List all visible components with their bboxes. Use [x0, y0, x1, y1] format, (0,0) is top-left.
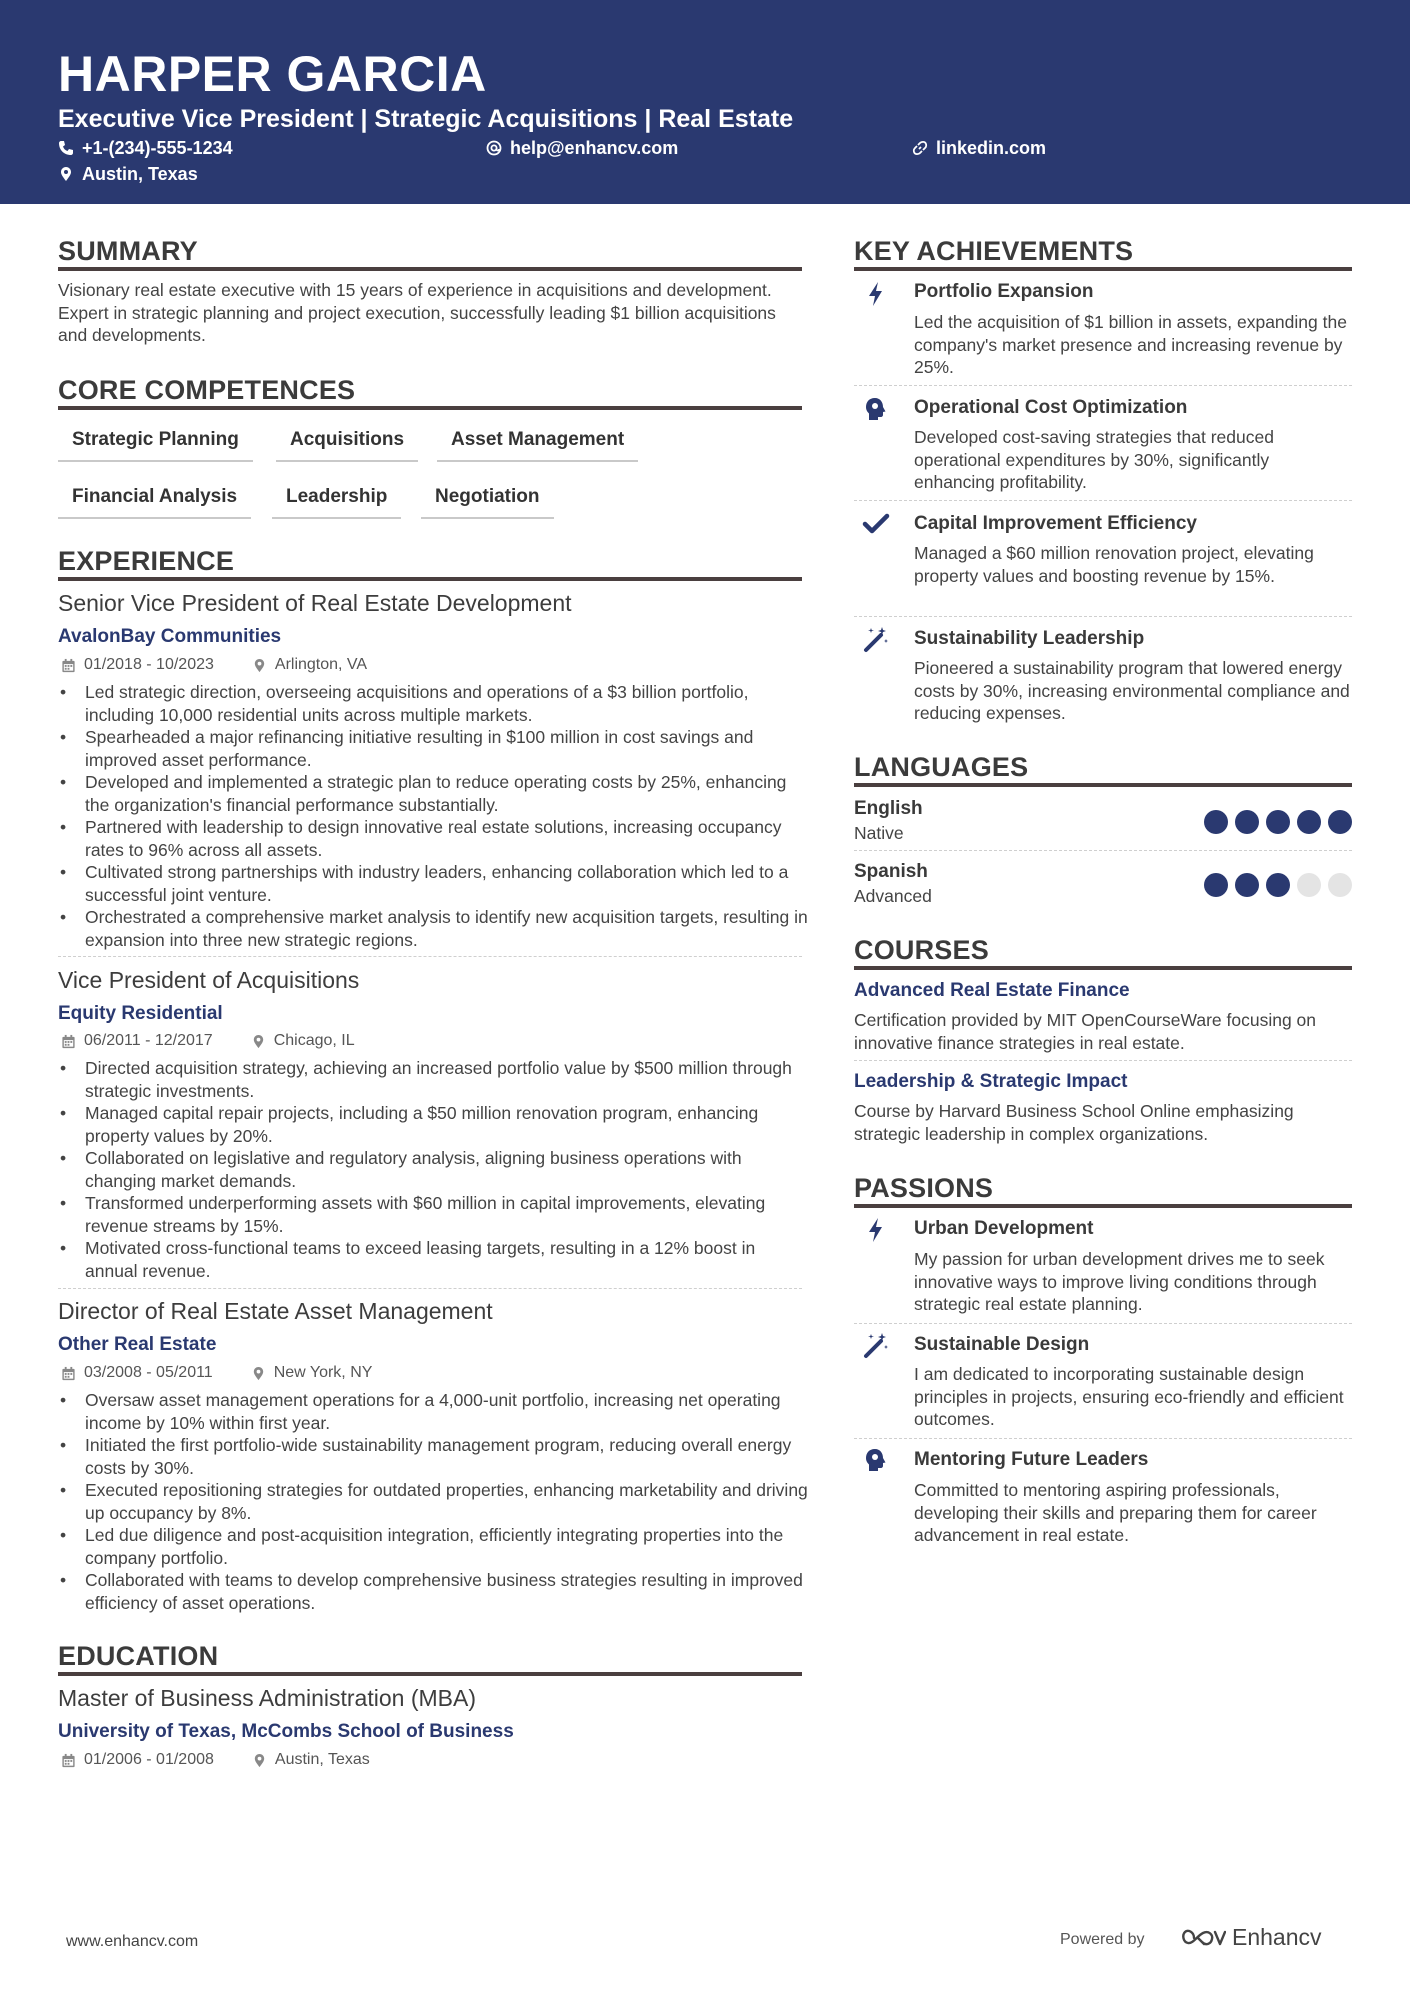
job-meta — [61, 1031, 355, 1051]
brand-name: Enhancv — [1232, 1924, 1322, 1950]
job-location: Arlington, VA — [274, 656, 368, 673]
bullet-item: • Motivated cross-functional teams to exceed leasing targets, resulting in a 12% boost in annual revenue. — [58, 1237, 810, 1282]
bullet-item: • Spearheaded a major refinancing initiative resulting in $100 million in cost savings and improved asset performance. — [58, 726, 810, 771]
divider — [854, 1323, 1352, 1324]
contact-linkedin[interactable] — [912, 137, 1046, 159]
school-name: University of Texas, McCombs School of Business — [58, 1721, 514, 1742]
passion-title: Sustainable Design — [914, 1334, 1090, 1355]
languages-heading: LANGUAGES — [854, 752, 1029, 782]
rating-dot — [1204, 873, 1228, 897]
contact-location — [58, 163, 198, 185]
candidate-name: HARPER GARCIA — [58, 46, 487, 102]
competence-tag: Asset Management — [437, 426, 638, 462]
passion-title: Mentoring Future Leaders — [914, 1449, 1149, 1470]
job-company: AvalonBay Communities — [58, 626, 282, 647]
link-icon — [912, 140, 928, 156]
rating-dot — [1235, 810, 1259, 834]
job-company: Other Real Estate — [58, 1334, 217, 1355]
competence-tag: Leadership — [272, 483, 401, 519]
location-pin-icon — [58, 166, 74, 182]
job-meta — [61, 1363, 372, 1383]
language-name: Spanish — [854, 861, 928, 882]
at-icon — [486, 140, 502, 156]
calendar-icon — [61, 1753, 76, 1768]
degree-title: Master of Business Administration (MBA) — [58, 1685, 476, 1711]
job-location: New York, NY — [273, 1364, 373, 1381]
head-icon — [862, 395, 890, 423]
lightning-icon — [862, 280, 890, 308]
courses-heading: COURSES — [854, 935, 989, 965]
job-title: Vice President of Acquisitions — [58, 967, 360, 993]
contact-phone — [58, 137, 233, 159]
divider — [58, 956, 802, 957]
passion-desc: I am dedicated to incorporating sustainable design principles in projects, ensuring eco-friendly and efficient outcomes. — [914, 1364, 1344, 1429]
rating-dot — [1266, 810, 1290, 834]
summary-rule — [58, 267, 802, 271]
job-title: Director of Real Estate Asset Management — [58, 1298, 493, 1324]
achievement-desc: Pioneered a sustainability program that lowered energy costs by 30%, increasing environmental compliance and reducing expenses. — [914, 658, 1350, 723]
job-location: Chicago, IL — [273, 1032, 355, 1049]
job-dates: 01/2018 - 10/2023 — [84, 656, 214, 673]
contact-email[interactable] — [486, 137, 678, 159]
job-company: Equity Residential — [58, 1003, 223, 1024]
languages-rule — [854, 783, 1352, 787]
summary-heading: SUMMARY — [58, 236, 198, 266]
achievements-heading: KEY ACHIEVEMENTS — [854, 236, 1134, 266]
bullet-item: • Collaborated on legislative and regulatory analysis, aligning business operations with changing market demands. — [58, 1147, 810, 1192]
location-pin-icon — [251, 1366, 266, 1381]
bullet-item: • Orchestrated a comprehensive market analysis to identify new acquisition targets, resulting in expansion into three new strategic regions. — [58, 906, 810, 951]
job-dates: 06/2011 - 12/2017 — [84, 1032, 213, 1049]
experience-rule — [58, 577, 802, 581]
passion-desc: My passion for urban development drives me to seek innovative ways to improve living conditions through strategic real estate planning. — [914, 1249, 1325, 1314]
education-location: Austin, Texas — [274, 1751, 370, 1768]
rating-dot — [1297, 873, 1321, 897]
job-bullets — [58, 1057, 810, 1282]
job-bullets — [58, 1389, 810, 1614]
bullet-item: • Transformed underperforming assets with $60 million in capital improvements, elevating revenue streams by 15%. — [58, 1192, 810, 1237]
job-title: Senior Vice President of Real Estate Development — [58, 590, 572, 616]
achievement-title: Operational Cost Optimization — [914, 397, 1188, 418]
magic-wand-icon — [862, 1331, 890, 1359]
achievement-desc: Developed cost-saving strategies that reduced operational expenditures by 30%, significantly enhancing profitability. — [914, 427, 1274, 492]
email-text[interactable]: help@enhancv.com — [510, 138, 679, 158]
language-name: English — [854, 798, 923, 819]
language-level: Native — [854, 823, 904, 843]
competence-tag: Negotiation — [421, 483, 554, 519]
job-meta — [61, 655, 367, 675]
divider — [854, 1060, 1352, 1061]
competence-tag: Acquisitions — [276, 426, 418, 462]
achievement-title: Portfolio Expansion — [914, 281, 1094, 302]
achievement-title: Capital Improvement Efficiency — [914, 513, 1197, 534]
achievement-desc: Led the acquisition of $1 billion in assets, expanding the company's market presence and increasing revenue by 25%. — [914, 312, 1347, 377]
achievement-title: Sustainability Leadership — [914, 628, 1145, 649]
competences-rule — [58, 406, 802, 410]
linkedin-text[interactable]: linkedin.com — [936, 138, 1047, 158]
bullet-item: • Led strategic direction, overseeing acquisitions and operations of a $3 billion portfolio, including 10,000 residential units across multiple markets. — [58, 681, 810, 726]
course-desc: Certification provided by MIT OpenCourseWare focusing on innovative finance strategies in real estate. — [854, 1010, 1317, 1053]
bullet-item: • Managed capital repair projects, including a $50 million renovation program, enhancing property values by 20%. — [58, 1102, 810, 1147]
competence-tag: Strategic Planning — [58, 426, 253, 462]
passions-rule — [854, 1204, 1352, 1208]
competences-heading: CORE COMPETENCES — [58, 375, 356, 405]
passion-desc: Committed to mentoring aspiring professionals, developing their skills and preparing them for career advancement in real estate. — [914, 1480, 1317, 1545]
courses-rule — [854, 966, 1352, 970]
divider — [854, 1438, 1352, 1439]
language-rating — [1204, 873, 1352, 897]
experience-heading: EXPERIENCE — [58, 546, 235, 576]
powered-by-label: Powered by — [1060, 1931, 1145, 1948]
enhancv-logo-icon — [1180, 1926, 1226, 1950]
location-pin-icon — [252, 658, 267, 673]
location-pin-icon — [252, 1753, 267, 1768]
passions-heading: PASSIONS — [854, 1173, 994, 1203]
job-dates: 03/2008 - 05/2011 — [84, 1364, 213, 1381]
language-level: Advanced — [854, 886, 932, 906]
divider — [854, 850, 1352, 851]
education-dates: 01/2006 - 01/2008 — [84, 1751, 214, 1768]
bullet-item: • Directed acquisition strategy, achieving an increased portfolio value by $500 million through strategic investments. — [58, 1057, 810, 1102]
check-icon — [862, 510, 890, 538]
bullet-item: • Developed and implemented a strategic plan to reduce operating costs by 25%, enhancing the organization's financial performance substantially. — [58, 771, 810, 816]
divider — [854, 616, 1352, 617]
education-meta — [61, 1750, 370, 1770]
course-desc: Course by Harvard Business School Online emphasizing strategic leadership in complex organizations. — [854, 1101, 1294, 1144]
bullet-item: • Initiated the first portfolio-wide sustainability management program, reducing overall energy costs by 30%. — [58, 1434, 810, 1479]
summary-text: Visionary real estate executive with 15 years of experience in acquisitions and development. Expert in strategic planning and project execution, successfully leading $1 billion acquisitions and developments. — [58, 280, 776, 345]
rating-dot — [1266, 873, 1290, 897]
bullet-item: • Executed repositioning strategies for outdated properties, enhancing marketability and driving up occupancy by 8%. — [58, 1479, 810, 1524]
calendar-icon — [61, 1366, 76, 1381]
phone-icon — [58, 140, 74, 156]
education-rule — [58, 1672, 802, 1676]
competence-tag: Financial Analysis — [58, 483, 251, 519]
course-title: Leadership & Strategic Impact — [854, 1071, 1128, 1092]
bullet-item: • Collaborated with teams to develop comprehensive business strategies resulting in improved efficiency of asset operations. — [58, 1569, 810, 1614]
location-text: Austin, Texas — [82, 164, 198, 184]
magic-wand-icon — [862, 625, 890, 653]
passion-title: Urban Development — [914, 1218, 1094, 1239]
rating-dot — [1328, 873, 1352, 897]
phone-text: +1-(234)-555-1234 — [82, 138, 233, 158]
lightning-icon — [862, 1216, 890, 1244]
bullet-item: • Led due diligence and post-acquisition integration, efficiently integrating properties into the company portfolio. — [58, 1524, 810, 1569]
education-heading: EDUCATION — [58, 1641, 219, 1671]
achievement-desc: Managed a $60 million renovation project, elevating property values and boosting revenue by 15%. — [914, 543, 1314, 586]
rating-dot — [1328, 810, 1352, 834]
calendar-icon — [61, 1034, 76, 1049]
course-title: Advanced Real Estate Finance — [854, 980, 1130, 1001]
calendar-icon — [61, 658, 76, 673]
resume-header — [0, 0, 1410, 204]
candidate-title: Executive Vice President | Strategic Acquisitions | Real Estate — [58, 105, 794, 133]
bullet-item: • Cultivated strong partnerships with industry leaders, enhancing collaboration which led to a successful joint venture. — [58, 861, 810, 906]
rating-dot — [1235, 873, 1259, 897]
brand-logo[interactable] — [1180, 1924, 1322, 1951]
achievements-rule — [854, 267, 1352, 271]
head-icon — [862, 1446, 890, 1474]
divider — [854, 385, 1352, 386]
language-rating — [1204, 810, 1352, 834]
footer-url[interactable]: www.enhancv.com — [66, 1933, 199, 1950]
bullet-item: • Oversaw asset management operations for a 4,000-unit portfolio, increasing net operating income by 10% within first year. — [58, 1389, 810, 1434]
divider — [854, 500, 1352, 501]
rating-dot — [1204, 810, 1228, 834]
divider — [58, 1288, 802, 1289]
rating-dot — [1297, 810, 1321, 834]
location-pin-icon — [251, 1034, 266, 1049]
bullet-item: • Partnered with leadership to design innovative real estate solutions, increasing occupancy rates to 96% across all assets. — [58, 816, 810, 861]
job-bullets — [58, 681, 810, 951]
